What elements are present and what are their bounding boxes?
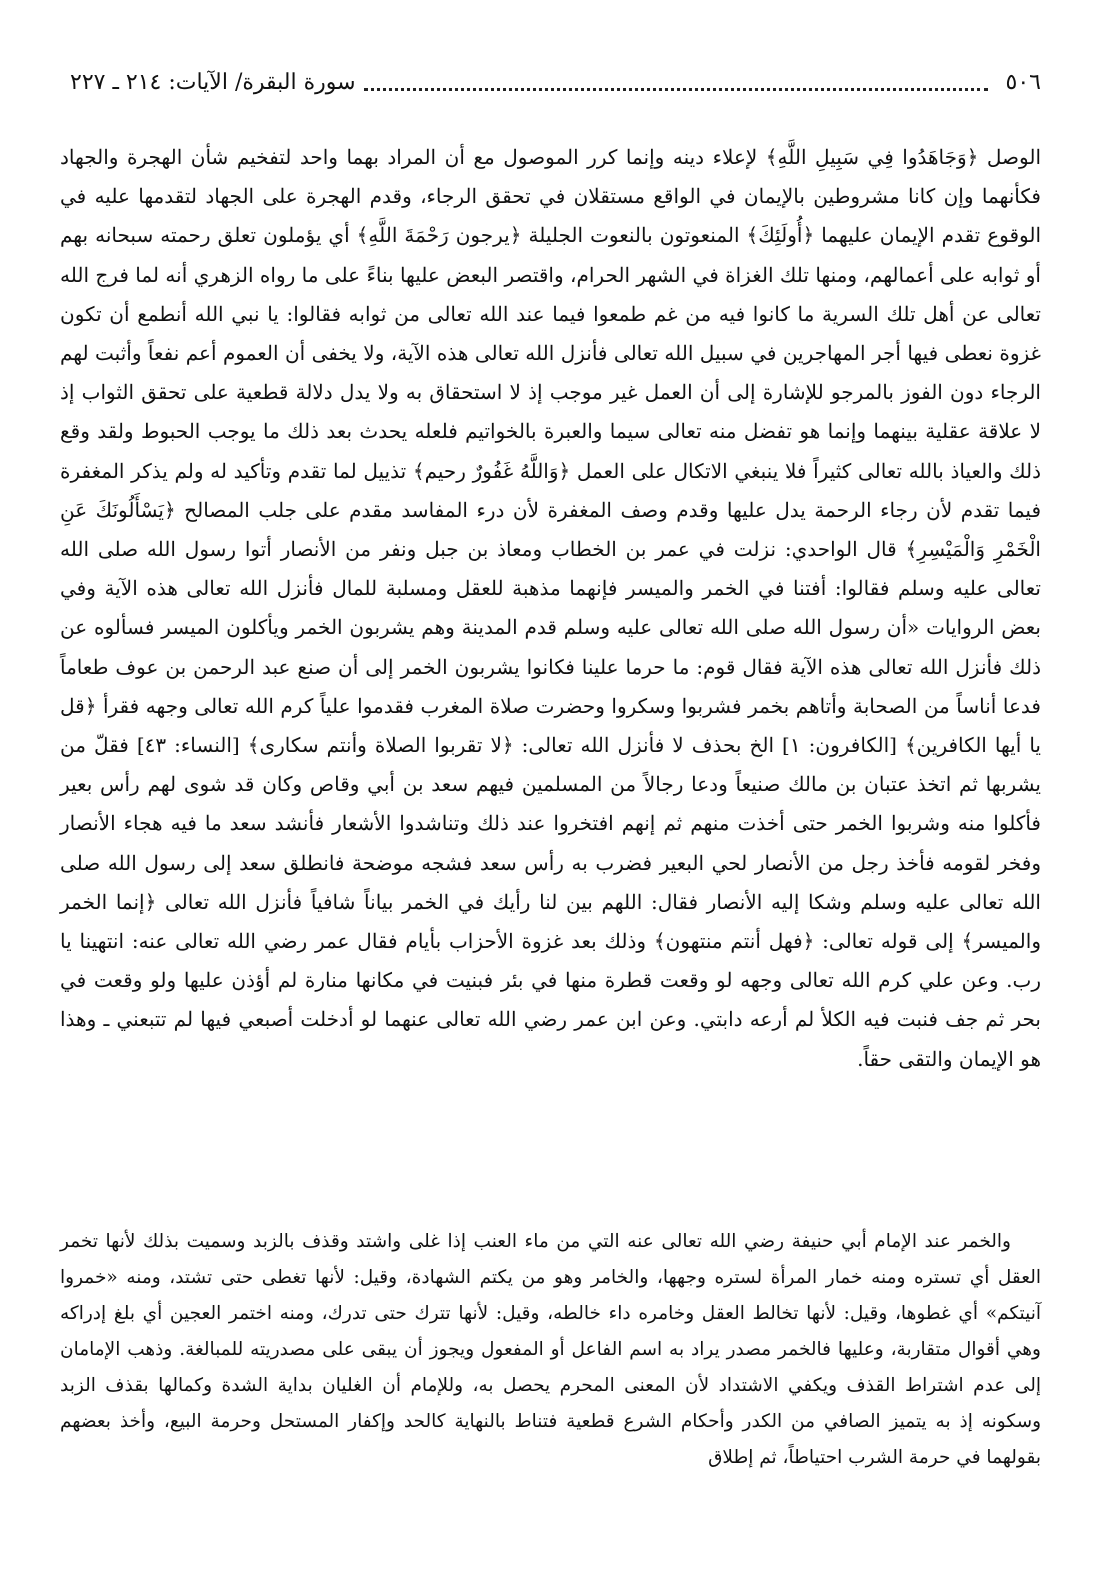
running-title: سورة البقرة/ الآيات: ٢١٤ ـ ٢٢٧ xyxy=(70,69,356,95)
page-number: ٥٠٦ xyxy=(1005,69,1041,95)
main-commentary xyxy=(60,138,1041,1079)
dotted-leader xyxy=(364,74,988,91)
page-header xyxy=(70,62,1041,102)
commentary-paragraph: الوصل ﴿وَجَاهَدُوا فِي سَبِيلِ اللَّهِ﴾ لإعلاء دينه وإنما كرر الموصول مع أن المراد بهما واحد لتفخيم شأن الهجرة والجهاد فكأنهما وإن كانا مشروطين بالإيمان في الواقع مستقلان في تحقق الرجاء، وقدم الهجرة على الجهاد لتقدمها عليه في الوقوع تقدم الإيمان عليهما ﴿أُولَئِكَ﴾ المنعوتون بالنعوت الجليلة ﴿يرجون رَحْمَةَ اللَّهِ﴾ أي يؤملون تعلق رحمته سبحانه بهم أو ثوابه على أعمالهم، ومنها تلك الغزاة في الشهر الحرام، واقتصر البعض عليها بناءً على ما رواه الزهري أنه لما فرج الله تعالى عن أهل تلك السرية ما كانوا فيه من غم طمعوا فيما عند الله تعالى من ثوابه فقالوا: يا نبي الله أنطمع أن تكون غزوة نعطى فيها أجر المهاجرين في سبيل الله تعالى فأنزل الله تعالى هذه الآية، ولا يخفى أن العموم أعم نفعاً وأثبت لهم الرجاء دون الفوز بالمرجو للإشارة إلى أن العمل غير موجب إذ لا استحقاق به ولا يدل دلالة قطعية على تحقق الثواب إذ لا علاقة عقلية بينهما وإنما هو تفضل منه تعالى سيما والعبرة بالخواتيم فلعله يحدث بعد ذلك ما يوجب الحبوط ولقد وقع ذلك والعياذ بالله تعالى كثيراً فلا ينبغي الاتكال على العمل ﴿وَاللَّهُ غَفُورٌ رحيم﴾ تذييل لما تقدم وتأكيد له ولم يذكر المغفرة فيما تقدم لأن رجاء الرحمة يدل عليها وقدم وصف المغفرة لأن درء المفاسد مقدم على جلب المصالح ﴿يَسْأَلُونَكَ عَنِ الْخَمْرِ وَالْمَيْسِرِ﴾ قال الواحدي: نزلت في عمر بن الخطاب ومعاذ بن جبل ونفر من الأنصار أتوا رسول الله صلى الله تعالى عليه وسلم فقالوا: أفتنا في الخمر والميسر فإنهما مذهبة للعقل ومسلبة للمال فأنزل الله تعالى هذه الآية وفي بعض الروايات «أن رسول الله صلى الله تعالى عليه وسلم قدم المدينة وهم يشربون الخمر ويأكلون الميسر فسألوه عن ذلك فأنزل الله تعالى هذه الآية فقال قوم: ما حرما علينا فكانوا يشربون الخمر إلى أن صنع عبد الرحمن بن عوف طعاماً فدعا أناساً من الصحابة وأتاهم بخمر فشربوا وسكروا وحضرت صلاة المغرب فقدموا علياً كرم الله تعالى وجهه فقرأ ﴿قل يا أيها الكافرين﴾ [الكافرون: ١] الخ بحذف لا فأنزل الله تعالى: ﴿لا تقربوا الصلاة وأنتم سكارى﴾ [النساء: ٤٣] فقلّ من يشربها ثم اتخذ عتبان بن مالك صنيعاً ودعا رجالاً من المسلمين فيهم سعد بن أبي وقاص وكان قد شوى لهم رأس بعير فأكلوا منه وشربوا الخمر حتى أخذت منهم ثم إنهم افتخروا عند ذلك وتناشدوا الأشعار فأنشد سعد ما فيه هجاء الأنصار وفخر لقومه فأخذ رجل من الأنصار لحي البعير فضرب به رأس سعد فشجه موضحة فانطلق سعد إلى رسول الله صلى الله تعالى عليه وسلم وشكا إليه الأنصار فقال: اللهم بين لنا رأيك في الخمر بياناً شافياً فأنزل الله تعالى ﴿إنما الخمر والميسر﴾ إلى قوله تعالى: ﴿فهل أنتم منتهون﴾ وذلك بعد غزوة الأحزاب بأيام فقال عمر رضي الله تعالى عنه: انتهينا يا رب. وعن علي كرم الله تعالى وجهه لو وقعت قطرة منها في بئر فبنيت في مكانها منارة لم أؤذن عليها ولو وقعت في بحر ثم جف فنبت فيه الكلأ لم أرعه دابتي. وعن ابن عمر رضي الله تعالى عنهما لو أدخلت أصبعي فيها لم تتبعني ـ وهذا هو الإيمان والتقى حقاً. xyxy=(60,145,1041,1071)
notes-section xyxy=(60,1224,1041,1476)
notes-paragraph: والخمر عند الإمام أبي حنيفة رضي الله تعالى عنه التي من ماء العنب إذا غلى واشتد وقذف بالزبد وسميت بذلك لأنها تخمر العقل أي تستره ومنه خمار المرأة لستره وجهها، والخامر وهو من يكتم الشهادة، وقيل: لأنها تغطى حتى تشتد، ومنه «خمروا آنيتكم» أي غطوها، وقيل: لأنها تخالط العقل وخامره داء خالطه، وقيل: لأنها تترك حتى تدرك، ومنه اختمر العجين أي بلغ إدراكه وهي أقوال متقاربة، وعليها فالخمر مصدر يراد به اسم الفاعل أو المفعول ويجوز أن يبقى على مصدريته للمبالغة. وذهب الإمامان إلى عدم اشتراط القذف ويكفي الاشتداد لأن المعنى المحرم يحصل به، وللإمام أن الغليان بداية الشدة وكمالها بقذف الزبد وسكونه إذ به يتميز الصافي من الكدر وأحكام الشرع قطعية فتناط بالنهاية كالحد وإكفار المستحل وحرمة البيع، وأخذ بعضهم بقولهما في حرمة الشرب احتياطاً، ثم إطلاق xyxy=(60,1231,1042,1468)
